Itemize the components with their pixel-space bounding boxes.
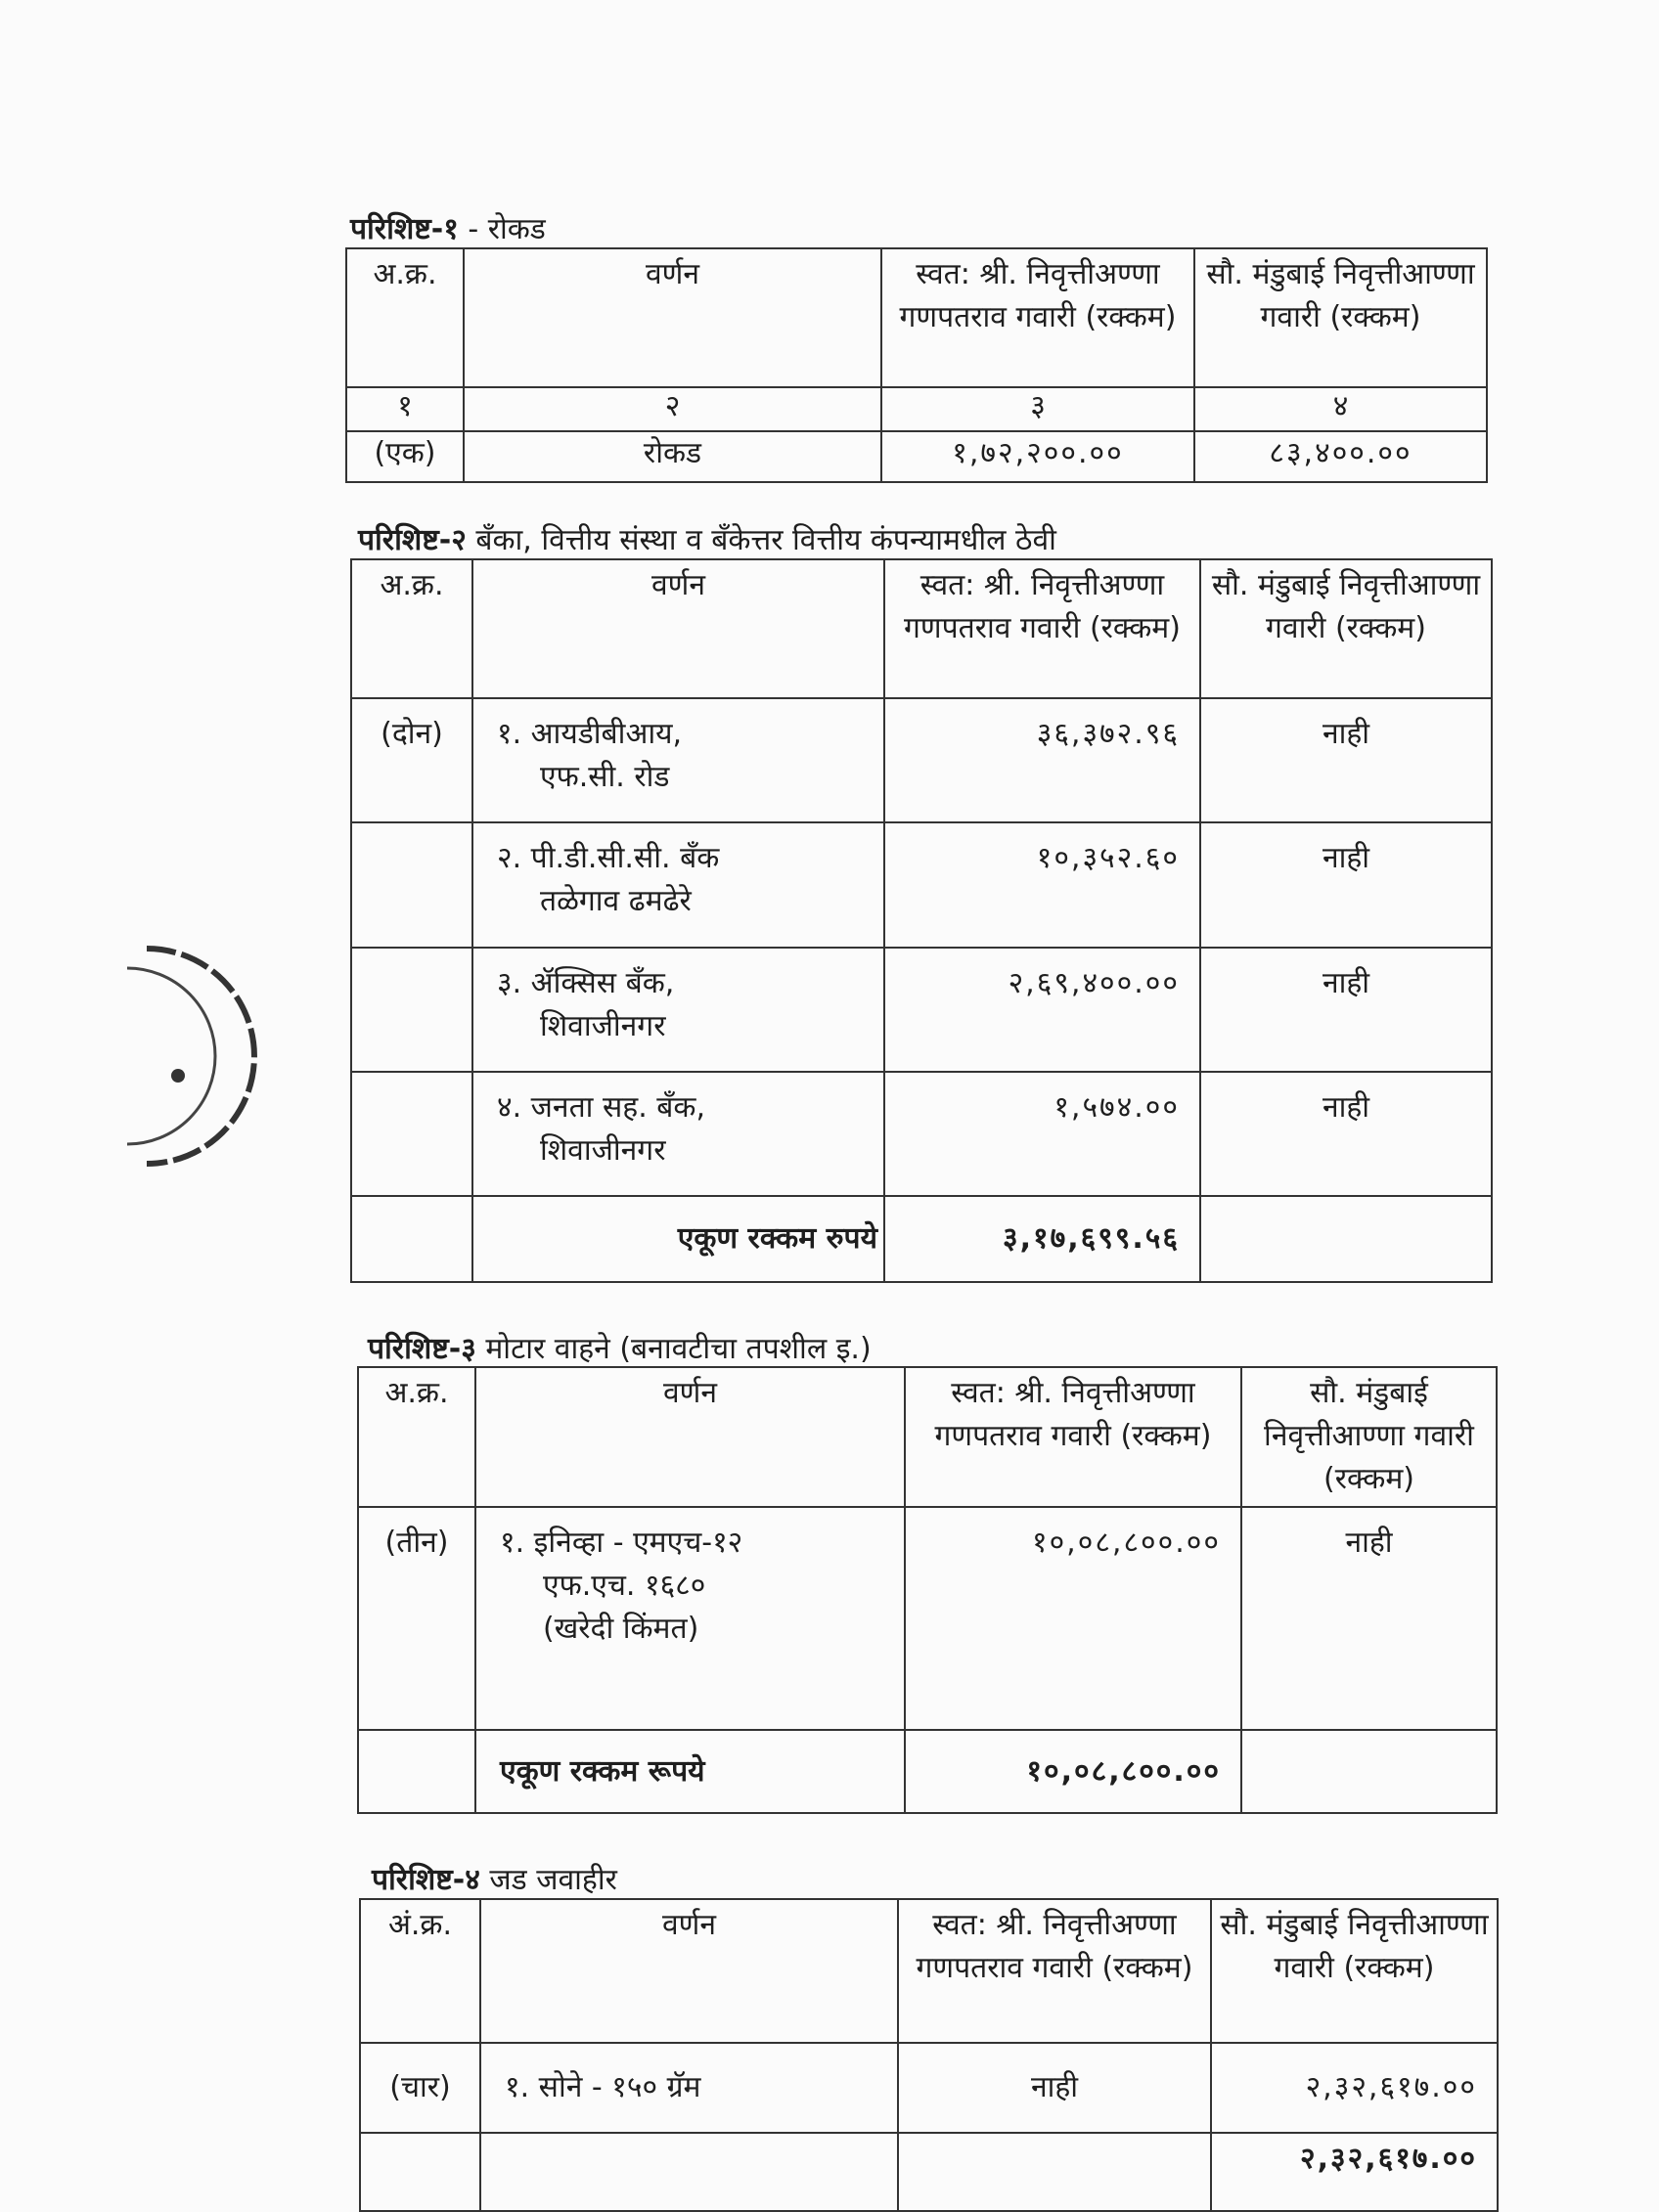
row-desc: १. आयडीबीआय, एफ.सी. रोड bbox=[472, 698, 884, 822]
row-wife-amount: नाही bbox=[1200, 948, 1492, 1072]
section-1-table bbox=[345, 247, 1488, 483]
col-num: १ bbox=[346, 387, 464, 431]
header-wife: सौ. मंडुबाई निवृत्तीआण्णा गवारी (रक्कम) bbox=[1194, 248, 1487, 387]
table-row bbox=[346, 431, 1487, 482]
row-desc: १. सोने - १५० ग्रॅम bbox=[480, 2043, 898, 2133]
section-1-title: परिशिष्ट-१ - रोकड bbox=[350, 212, 546, 246]
header-wife: सौ. मंडुबाई निवृत्तीआण्णा गवारी (रक्कम) bbox=[1200, 559, 1492, 698]
table-row bbox=[360, 2043, 1498, 2133]
total-self-amount: १०,०८,८००.०० bbox=[905, 1730, 1241, 1813]
total-self-amount: ३,१७,६९९.५६ bbox=[884, 1196, 1200, 1282]
row-desc: १. इनिव्हा - एमएच-१२ एफ.एच. १६८० (खरेदी किंमत) bbox=[475, 1507, 905, 1730]
table-row bbox=[351, 822, 1492, 948]
row-wife-amount: २,३२,६१७.०० bbox=[1211, 2043, 1498, 2133]
row-self-amount: २,६९,४००.०० bbox=[884, 948, 1200, 1072]
section-3-title: परिशिष्ट-३ मोटार वाहने (बनावटीचा तपशील इ.) bbox=[368, 1332, 872, 1366]
col-num: २ bbox=[464, 387, 881, 431]
header-desc: वर्णन bbox=[472, 559, 884, 698]
col-num: ४ bbox=[1194, 387, 1487, 431]
header-self: स्वत: श्री. निवृत्तीअण्णा गणपतराव गवारी (रक्कम) bbox=[898, 1899, 1211, 2043]
section-3-table bbox=[357, 1366, 1498, 1814]
row-self-amount: ३६,३७२.९६ bbox=[884, 698, 1200, 822]
table-row bbox=[358, 1507, 1497, 1730]
table-row bbox=[351, 698, 1492, 822]
header-self: स्वत: श्री. निवृत्तीअण्णा गणपतराव गवारी (रक्कम) bbox=[905, 1367, 1241, 1507]
header-row bbox=[346, 248, 1487, 387]
row-self-amount: नाही bbox=[898, 2043, 1211, 2133]
row-wife-amount: नाही bbox=[1200, 698, 1492, 822]
header-row bbox=[360, 1899, 1498, 2043]
total-label: एकूण रक्कम रूपये bbox=[475, 1730, 905, 1813]
header-row bbox=[351, 559, 1492, 698]
total-row bbox=[358, 1730, 1497, 1813]
row-wife-amount: नाही bbox=[1241, 1507, 1497, 1730]
row-wife-amount: ८३,४००.०० bbox=[1194, 431, 1487, 482]
row-self-amount: १०,०८,८००.०० bbox=[905, 1507, 1241, 1730]
row-self-amount: १,७२,२००.०० bbox=[881, 431, 1194, 482]
row-sr: (तीन) bbox=[358, 1507, 475, 1730]
section-4-title: परिशिष्ट-४ जड जवाहीर bbox=[372, 1863, 617, 1897]
header-wife: सौ. मंडुबाई निवृत्तीआण्णा गवारी (रक्कम) bbox=[1211, 1899, 1498, 2043]
row-desc: ३. ॲक्सिस बँक, शिवाजीनगर bbox=[472, 948, 884, 1072]
total-label: एकूण रक्कम रुपये bbox=[472, 1196, 884, 1282]
header-wife: सौ. मंडुबाई निवृत्तीआण्णा गवारी (रक्कम) bbox=[1241, 1367, 1497, 1507]
header-desc: वर्णन bbox=[475, 1367, 905, 1507]
header-sr: अं.क्र. bbox=[360, 1899, 480, 2043]
header-sr: अ.क्र. bbox=[346, 248, 464, 387]
header-desc: वर्णन bbox=[464, 248, 881, 387]
row-sr: (चार) bbox=[360, 2043, 480, 2133]
header-self: स्वत: श्री. निवृत्तीअण्णा गणपतराव गवारी (रक्कम) bbox=[881, 248, 1194, 387]
total-row bbox=[351, 1196, 1492, 1282]
header-desc: वर्णन bbox=[480, 1899, 898, 2043]
row-self-amount: १०,३५२.६० bbox=[884, 822, 1200, 948]
row-wife-amount: नाही bbox=[1200, 1072, 1492, 1196]
row-wife-amount: नाही bbox=[1200, 822, 1492, 948]
row-self-amount: १,५७४.०० bbox=[884, 1072, 1200, 1196]
column-number-row bbox=[346, 387, 1487, 431]
section-2-title: परिशिष्ट-२ बँका, वित्तीय संस्था व बँकेत्तर वित्तीय कंपन्यामधील ठेवी bbox=[358, 523, 1056, 557]
total-wife-amount: २,३२,६१७.०० bbox=[1211, 2133, 1498, 2211]
col-num: ३ bbox=[881, 387, 1194, 431]
official-stamp bbox=[88, 929, 264, 1183]
header-row bbox=[358, 1367, 1497, 1507]
header-sr: अ.क्र. bbox=[358, 1367, 475, 1507]
row-desc: २. पी.डी.सी.सी. बँक तळेगाव ढमढेरे bbox=[472, 822, 884, 948]
table-row bbox=[351, 948, 1492, 1072]
section-2-table bbox=[350, 558, 1493, 1283]
header-sr: अ.क्र. bbox=[351, 559, 472, 698]
section-4-table bbox=[359, 1898, 1499, 2212]
header-self: स्वत: श्री. निवृत्तीअण्णा गणपतराव गवारी (रक्कम) bbox=[884, 559, 1200, 698]
row-sr: (एक) bbox=[346, 431, 464, 482]
row-sr: (दोन) bbox=[351, 698, 472, 822]
total-row bbox=[360, 2133, 1498, 2211]
table-row bbox=[351, 1072, 1492, 1196]
row-desc: ४. जनता सह. बँक, शिवाजीनगर bbox=[472, 1072, 884, 1196]
row-desc: रोकड bbox=[464, 431, 881, 482]
